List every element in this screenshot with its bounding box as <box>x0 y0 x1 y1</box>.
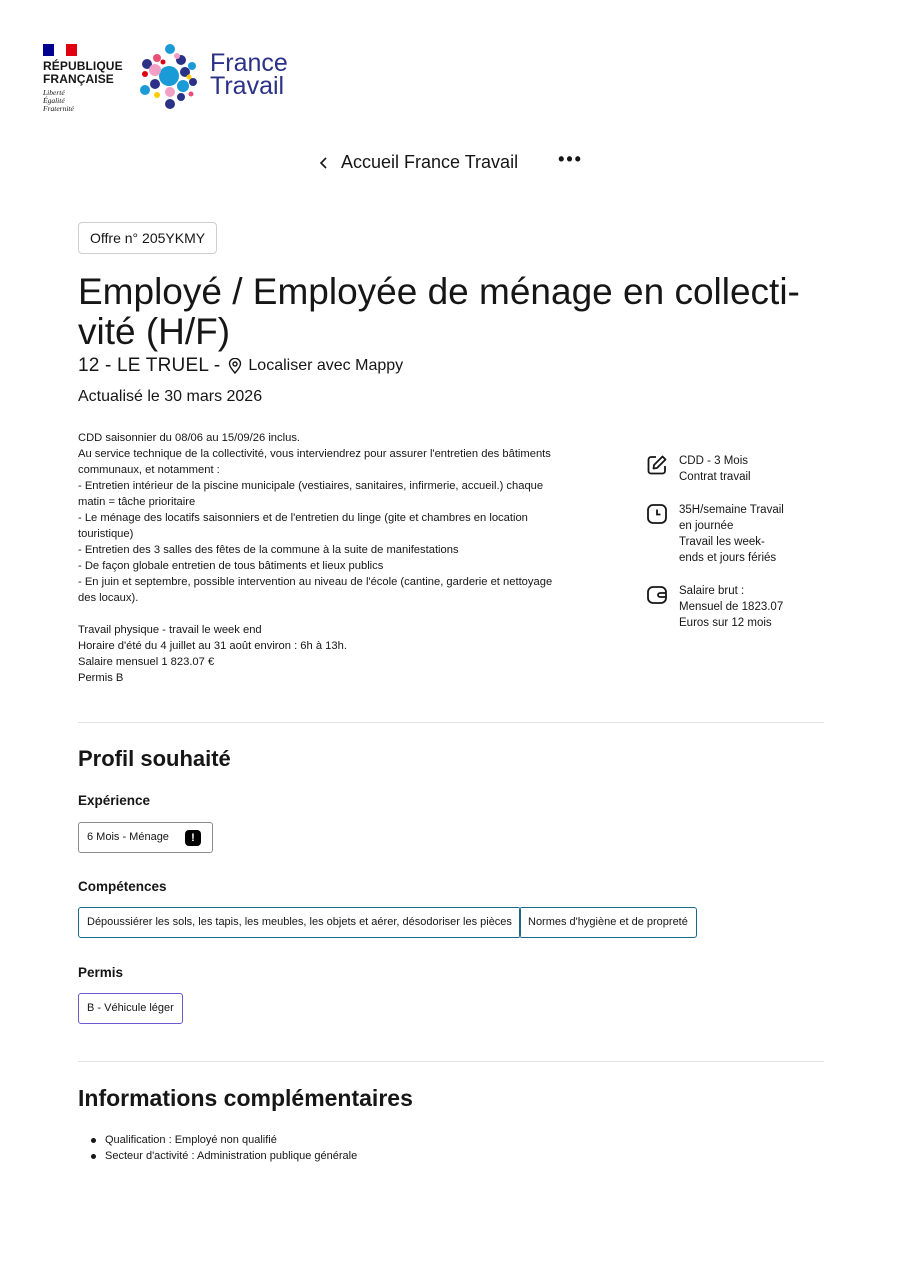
skills-label: Compétences <box>78 879 167 894</box>
skill-tag: Dépoussiérer les sols, les tapis, les meubles, les objets et aérer, désodoriser les pièces <box>78 907 521 938</box>
hours-text: 35H/semaine Travail en journée Travail les week- ends et jours fériés <box>679 504 784 564</box>
warning-icon: ! <box>185 830 201 846</box>
additional-info-list <box>90 1132 357 1164</box>
updated-date: Actualisé le 30 mars 2026 <box>78 388 263 405</box>
profile-title: Profil souhaité <box>78 746 231 771</box>
skill-tag: Normes d'hygiène et de propreté <box>519 907 697 938</box>
offer-number-badge: Offre n° 205YKMY <box>78 222 217 254</box>
hours-info <box>646 502 806 566</box>
permis-label: Permis <box>78 965 124 980</box>
salary-text: Salaire brut : Mensuel de 1823.07 Euros sur 12 mois <box>679 585 784 629</box>
breadcrumb <box>0 148 900 173</box>
list-item: Secteur d'activité : Administration publique générale <box>90 1148 357 1164</box>
offer-location <box>78 355 403 377</box>
description-text: CDD saisonnier du 08/06 au 15/09/26 inclus. Au service technique de la collectivité, vous interviendrez pour assurer l'entretien des bâtiments communaux, et notamment : - Entretien intérieur de la piscine municipale (vestiaires, sanitaires, infirmerie, accueil.) chaque matin = tâche prioritaire - Le ménage des locatifs saisonniers et de l'entretien du linge (gite et chambres en location touristique) - Entretien des 3 salles des fêtes de la commune à la suite de manifestations - De façon globale entretien de tous bâtiments et lieux publics - En juin et septembre, possible intervention au niveau de l'école (cantine, garderie et nettoyage des locaux). Travail physique - travail le week end Horaire d'été du 4 juillet au 31 août environ : 6h à 13h. Salaire mensuel 1 823.07 € Permis B <box>78 432 553 684</box>
location-city: 12 - LE TRUEL - <box>78 355 221 376</box>
salary-info <box>646 583 806 631</box>
contract-info <box>646 453 806 485</box>
offer-description <box>78 430 558 686</box>
rf-title: RÉPUBLIQUE FRANÇAISE <box>43 59 123 86</box>
divider <box>78 1061 824 1062</box>
edit-icon <box>646 454 668 476</box>
wallet-icon <box>646 584 668 606</box>
clock-icon <box>646 503 668 525</box>
permis-tag: B - Véhicule léger <box>78 993 183 1024</box>
rf-motto: Liberté Égalité Fraternité <box>43 88 74 113</box>
french-flag-icon <box>43 44 77 56</box>
additional-info-title: Informations complémentaires <box>78 1085 413 1111</box>
back-to-home-link[interactable] <box>317 152 518 173</box>
republique-francaise-logo <box>43 44 133 113</box>
map-link-label: Localiser avec Mappy <box>248 357 404 374</box>
list-item: Qualification : Employé non qualifié <box>90 1132 357 1148</box>
map-link[interactable] <box>228 357 403 375</box>
experience-tag-label: 6 Mois - Ménage <box>87 831 169 843</box>
divider <box>78 722 824 723</box>
offer-side-info <box>646 453 806 648</box>
experience-tag <box>78 822 213 853</box>
back-link-label: Accueil France Travail <box>341 152 519 172</box>
france-travail-brand: France Travail <box>210 49 288 100</box>
chevron-left-icon <box>317 156 331 170</box>
location-pin-icon <box>228 358 242 374</box>
contract-text: CDD - 3 Mois Contrat travail <box>679 455 751 483</box>
more-options-button[interactable]: ••• <box>558 148 583 169</box>
experience-label: Expérience <box>78 793 151 808</box>
offer-title: Employé / Employée de ménage en collecti- vité (H/F) <box>78 271 800 352</box>
